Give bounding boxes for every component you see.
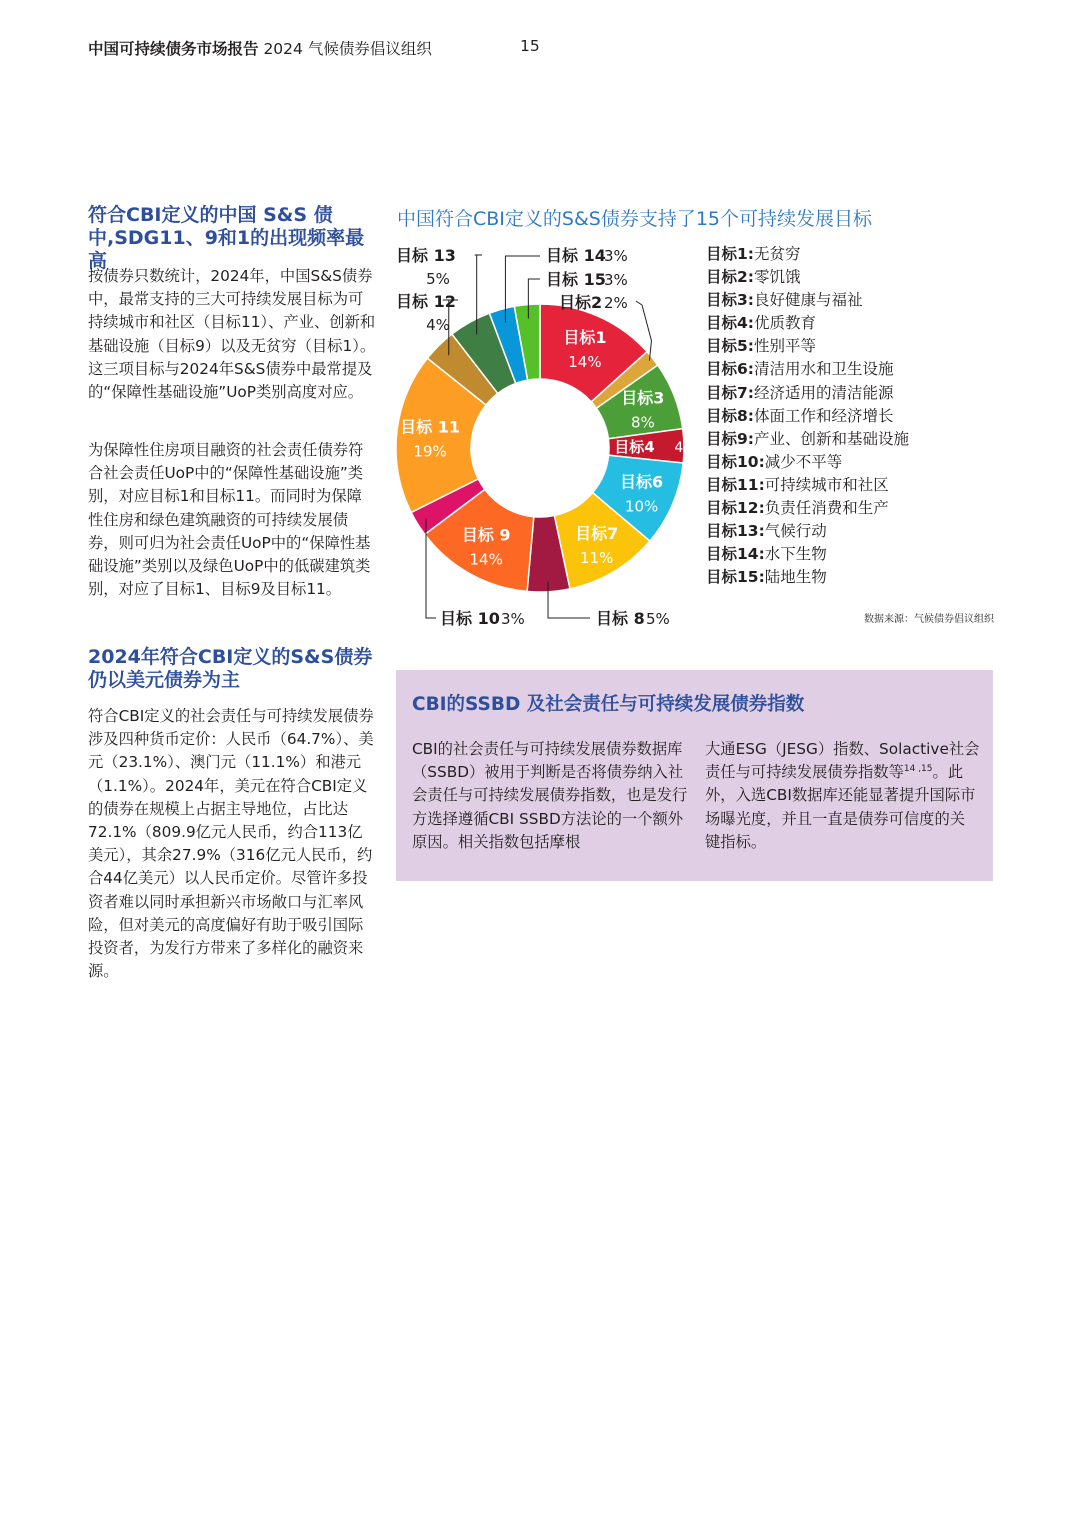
page-number: 15 [520,37,540,55]
callout-label: 目标 10 [440,609,500,628]
legend-item [706,520,966,543]
legend-description: 无贫穷 [753,245,801,263]
legend-description: 经济适用的清洁能源 [753,383,894,402]
slice-label: 目标4 [614,438,655,457]
slice-label: 10% [624,497,659,516]
legend-item [706,289,966,312]
legend-item [706,243,966,266]
legend-key: 目标13: [706,522,765,541]
slice-label: 11% [580,548,614,567]
callout-label: 4% [426,316,450,334]
callout-label: 3% [604,247,628,265]
legend-description: 气候行动 [764,522,827,541]
legend-key: 目标10: [706,452,765,471]
ssbd-info-box [396,670,993,881]
callout-label: 5% [426,270,450,288]
legend-description: 优质教育 [753,314,816,333]
slice-label: 目标6 [620,472,664,492]
legend-description: 水下生物 [764,545,827,564]
callout-label: 2% [604,294,628,312]
legend-description: 清洁用水和卫生设施 [753,360,894,379]
legend-item [706,543,966,566]
legend-item [706,335,966,358]
legend-key: 目标7: [706,383,754,402]
running-header [88,37,432,59]
slice-label: 4% [674,440,697,457]
box-column-2 [705,738,980,854]
legend-item [706,382,966,405]
callout-label: 3% [501,610,525,628]
legend-item [706,566,966,589]
legend-item [706,428,966,451]
legend-description: 负责任消费和生产 [764,499,889,518]
chart-source: 数据来源：气候债券倡议组织 [864,614,994,625]
slice-label: 14% [568,353,602,372]
legend-item [706,312,966,335]
report-title: 中国可持续债务市场报告 [88,40,259,58]
section1-paragraph-2: 为保障性住房项目融资的社会责任债券符合社会责任UoP中的“保障性基础设施”类别，对应目标1和目标11。而同时为保障性住房和绿色建筑融资的可持续发展债券，则可归为社会责任UoP中的“保障性基础设施”类别以及绿色UoP中的低碳建筑类别，对应了目标1、目标9及目标11。 [88,441,371,599]
legend-key: 目标3: [706,291,754,310]
legend-description: 零饥饿 [753,268,801,287]
legend-description: 减少不平等 [764,452,843,471]
legend-key: 目标14: [706,545,765,564]
chart-title: 中国符合CBI定义的S&S债券支持了15个可持续发展目标 [397,208,873,230]
slice-label: 14% [469,550,503,569]
callout-label: 目标 15 [546,270,606,289]
legend-item [706,358,966,381]
sdg-legend [706,243,966,589]
legend-description: 性别平等 [753,337,816,356]
section1-paragraph-1: 按债券只数统计，2024年，中国S&S债券中，最常支持的三大可持续发展目标为可持续城市和社区（目标11）、产业、创新和基础设施（目标9）以及无贫穷（目标1）。这三项目标与2024年S&S债券中最常提及的“保障性基础设施”UoP类别高度对应。 [88,267,376,402]
box-column-1: CBI的社会责任与可持续发展债券数据库（SSBD）被用于判断是否将债券纳入社会责任与可持续发展债券指数，也是发行方选择遵循CBI SSBD方法论的一个额外原因。相关指数包括摩根 [412,740,688,851]
legend-item [706,497,966,520]
slice-label: 目标3 [621,388,665,408]
box-column-2-text-a: 大通ESG（JESG）指数、Solactive社会责任与可持续发展债券指数等 [705,740,980,782]
legend-key: 目标5: [706,337,754,356]
legend-key: 目标1: [706,245,754,263]
section2-heading: 2024年符合CBI定义的S&S债券仍以美元债券为主 [88,646,373,691]
slice-label: 19% [413,442,447,461]
legend-description: 体面工作和经济增长 [753,406,894,425]
legend-item [706,474,966,497]
legend-key: 目标9: [706,429,754,448]
legend-key: 目标2: [706,268,754,287]
legend-key: 目标4: [706,314,754,333]
legend-description: 陆地生物 [764,568,827,587]
slice-label: 目标 9 [461,525,511,545]
legend-item [706,451,966,474]
slice-label: 目标1 [563,328,607,348]
footnote-ref: 14 ,15 [903,764,933,775]
legend-key: 目标8: [706,406,754,425]
legend-key: 目标11: [706,475,765,494]
callout-label: 目标 12 [396,292,456,311]
callout-label: 目标 13 [396,246,456,265]
report-subtitle: 2024 气候债券倡议组织 [258,40,432,58]
callout-label: 目标 8 [596,609,645,628]
legend-description: 产业、创新和基础设施 [753,429,909,448]
callout-label: 目标 14 [546,246,606,265]
slice-label: 目标7 [575,523,619,543]
legend-description: 良好健康与福祉 [753,291,863,310]
callout-label: 3% [604,271,628,289]
section2-paragraph: 符合CBI定义的社会责任与可持续发展债券涉及四种货币定价：人民币（64.7%）、美元（23.1%）、澳门元（11.1%）和港元（1.1%）。2024年，美元在符合CBI定义的债券在规模上占据主导地位，占比达72.1%（809.9亿元人民币，约合113亿美元），其余27.9%（316亿元人民币，约合44亿美元）以人民币定价。尽管许多投资者难以同时承担新兴市场敞口与汇率风险，但对美元的高度偏好有助于吸引国际投资者，为发行方带来了多样化的融资来源。 [88,707,374,981]
box-title: CBI的SSBD 及社会责任与可持续发展债券指数 [412,694,805,715]
slice-label: 8% [630,413,655,432]
section1-heading: 符合CBI定义的中国 S&S 债中,SDG11、9和1的出现频率最高 [88,204,365,272]
donut-chart [380,235,710,635]
callout-label: 5% [646,610,670,628]
legend-description: 可持续城市和社区 [764,475,889,494]
legend-item [706,266,966,289]
legend-key: 目标12: [706,499,765,518]
box-column-2-text-b: 。此外，入选CBI数据库还能显著提升国际市场曝光度，并且一直是债券可信度的关键指标。 [705,763,976,851]
callout-label: 目标2 [559,293,603,312]
legend-key: 目标15: [706,568,765,587]
slice-label: 目标 11 [400,417,461,437]
legend-item [706,405,966,428]
legend-key: 目标6: [706,360,754,379]
